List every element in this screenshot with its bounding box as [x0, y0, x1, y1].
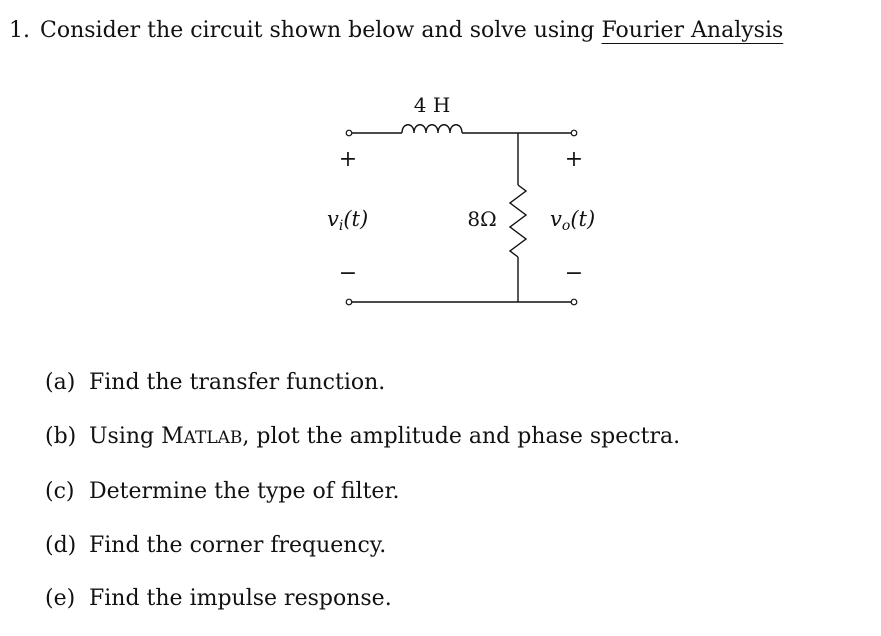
resistor-label: 8Ω: [467, 207, 497, 231]
part-label: (d): [45, 532, 77, 558]
output-voltage-symbol: v: [550, 207, 562, 231]
question-text: Consider the circuit shown below and solve using: [40, 18, 595, 43]
output-voltage-subscript: o: [561, 218, 571, 234]
question-number: 1.: [9, 18, 30, 43]
inductor-coil: [402, 125, 462, 133]
part-c: [45, 465, 680, 519]
output-voltage-label: [550, 207, 595, 234]
part-label: (c): [45, 479, 75, 504]
part-label: (a): [45, 370, 76, 395]
part-text-pre: Using: [89, 423, 155, 449]
part-text-post: , plot the amplitude and phase spectra.: [242, 423, 681, 449]
part-label: (e): [45, 586, 76, 611]
output-terminal-top: [571, 130, 577, 136]
resistor-zigzag: [510, 185, 526, 257]
input-minus-sign: −: [338, 261, 358, 286]
input-voltage-label: [327, 207, 368, 234]
input-voltage-subscript: i: [338, 218, 344, 234]
input-plus-sign: +: [338, 147, 358, 172]
output-minus-sign: −: [564, 261, 584, 286]
question-parts-list: [45, 356, 680, 626]
part-b: [45, 410, 680, 466]
input-voltage-symbol: v: [327, 207, 339, 231]
part-e: [45, 572, 680, 626]
output-plus-sign: +: [564, 147, 584, 172]
part-text: Find the corner frequency.: [89, 532, 387, 558]
output-terminal-bottom: [571, 299, 577, 305]
part-text: Find the transfer function.: [89, 370, 386, 395]
input-terminal-bottom: [346, 299, 352, 305]
input-voltage-arg: (t): [343, 207, 369, 231]
part-text: Determine the type of filter.: [89, 479, 400, 504]
part-text: Find the impulse response.: [89, 586, 392, 611]
input-terminal-top: [346, 130, 352, 136]
part-label: (b): [45, 423, 77, 449]
output-voltage-arg: (t): [570, 207, 596, 231]
matlab-smallcaps: MATLAB: [161, 423, 243, 449]
part-a: [45, 356, 680, 410]
inductor-label: 4 H: [413, 93, 451, 117]
fourier-analysis-link[interactable]: Fourier Analysis: [601, 18, 784, 43]
part-d: [45, 519, 680, 573]
